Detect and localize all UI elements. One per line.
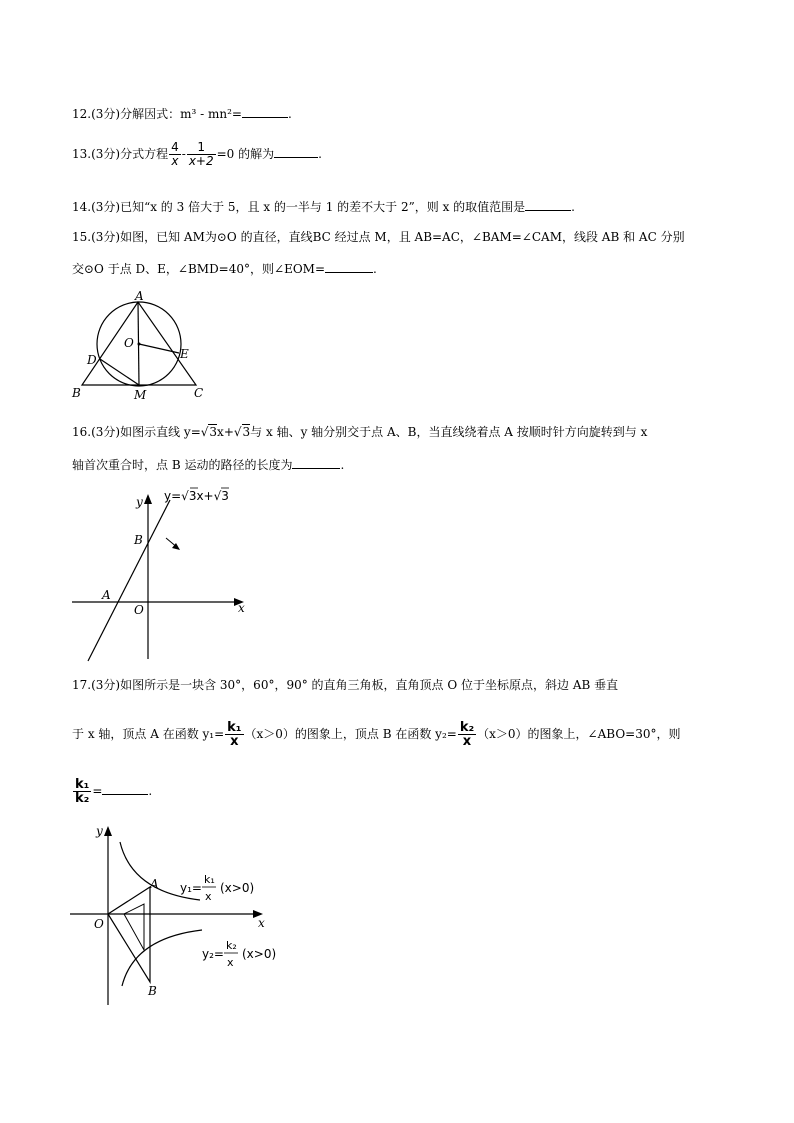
score: (3分) [91, 678, 121, 692]
label-x: x [258, 916, 265, 930]
answer-blank[interactable] [525, 199, 571, 211]
y1-label: y₁= [180, 881, 202, 895]
question-16-line2: 轴首次重合时，点 B 运动的路径的长度为 . [72, 458, 345, 472]
question-12: 12.(3分)分解因式：m³ - mn²= . [72, 107, 292, 121]
label-b: B [134, 533, 143, 547]
answer-blank[interactable] [325, 261, 373, 273]
sqrt: √3 [233, 425, 251, 439]
sqrt: √3 [200, 425, 218, 439]
answer-blank[interactable] [102, 783, 148, 795]
answer-blank[interactable] [274, 146, 318, 158]
line-ab [88, 500, 170, 661]
label-b: B [148, 984, 157, 998]
y2-denominator: x [227, 956, 234, 969]
label-m: M [134, 388, 147, 402]
label-d: D [87, 353, 97, 367]
question-text: 已知“x 的 3 倍大于 5，且 x 的一半与 1 的差不大于 2”，则 x 的取值范围是 [120, 200, 526, 214]
y-axis-arrow [104, 826, 112, 836]
question-text: 分解因式：m³ - mn²= [120, 107, 242, 121]
score: (3分) [91, 200, 121, 214]
question-number: 14. [72, 200, 92, 214]
label-x: x [238, 601, 245, 615]
y2-numerator: k₂ [226, 939, 237, 952]
score: (3分) [91, 107, 121, 121]
question-number: 15. [72, 230, 92, 244]
label-b: B [72, 386, 81, 400]
fraction: $\frac{\text{k₁}}{x}$ [227, 720, 242, 749]
question-number: 12. [72, 107, 92, 121]
score: (3分) [91, 230, 121, 244]
label-a: A [150, 877, 159, 891]
label-a: A [102, 588, 111, 602]
triangle-inner [124, 904, 144, 950]
score: (3分) [91, 425, 121, 439]
label-e: E [180, 347, 189, 361]
fraction: $\frac{1}{x+2}$ [188, 140, 214, 168]
answer-blank[interactable] [242, 106, 288, 118]
y1-denominator: x [205, 890, 212, 903]
y2-label: y₂= [202, 947, 224, 961]
question-number: 16. [72, 425, 92, 439]
question-17-line2: 于 x 轴，顶点 A 在函数 y₁= $\frac{\text{k₁}}{x}$ （x＞0）的图象上，顶点 B 在函数 y₂= $\frac{\text{k₂}}{x}$ （x＞0）的图象上，∠ABO=30°，则 [72, 720, 681, 749]
line-equation: y=√3x+√3 [164, 489, 229, 503]
label-a: A [135, 289, 144, 303]
label-o: O [94, 917, 104, 931]
segment-oe [139, 344, 179, 353]
question-13: 13.(3分)分式方程 $\frac{4}{x}$ - $\frac{1}{x+2}$ =0 的解为 . [72, 140, 322, 168]
question-14: 14.(3分)已知“x 的 3 倍大于 5，且 x 的一半与 1 的差不大于 2”，则 x 的取值范围是 . [72, 200, 575, 214]
fraction: $\frac{4}{x}$ [171, 140, 179, 168]
label-o: O [124, 336, 134, 350]
question-text: 轴首次重合时，点 B 运动的路径的长度为 [72, 458, 293, 472]
answer-blank[interactable] [292, 457, 340, 469]
center-point [138, 343, 141, 346]
question-number: 13. [72, 147, 92, 161]
y1-numerator: k₁ [204, 873, 215, 886]
question-text: 交⊙O 于点 D、E，∠BMD=40°，则∠EOM= [72, 262, 326, 276]
figure-15 [60, 285, 220, 405]
label-o: O [134, 603, 144, 617]
figure-17 [70, 820, 310, 1010]
label-y: y [136, 495, 143, 509]
question-15-line2: 交⊙O 于点 D、E，∠BMD=40°，则∠EOM= . [72, 262, 377, 276]
label-c: C [194, 386, 204, 400]
question-17-line3: $\frac{\text{k₁}}{\text{k₂}}$ = . [75, 777, 153, 806]
curve-y2 [122, 930, 202, 986]
y-axis-arrow [144, 494, 152, 504]
question-text: 如图所示是一块含 30°，60°，90° 的直角三角板，直角顶点 O 位于坐标原点，斜边 AB 垂直 [120, 678, 619, 692]
figure-16 [70, 484, 260, 664]
question-number: 17. [72, 678, 92, 692]
fraction: $\frac{\text{k₂}}{x}$ [459, 720, 475, 749]
y2-condition: (x>0) [242, 947, 277, 961]
question-15-line1 [72, 229, 685, 245]
question-17-line1 [72, 677, 618, 693]
label-y: y [96, 824, 103, 838]
question-16-line1: 16.(3分)如图示直线 y=√3x+√3与 x 轴、y 轴分别交于点 A、B，当直线绕着点 A 按顺时针方向旋转到与 x [72, 425, 648, 439]
fraction: $\frac{\text{k₁}}{\text{k₂}}$ [75, 777, 90, 806]
question-text: 如图，已知 AM为⊙O 的直径，直线BC 经过点 M，且 AB=AC，∠BAM=∠CAM，线段 AB 和 AC 分别 [120, 230, 685, 244]
y1-condition: (x>0) [220, 881, 255, 895]
score: (3分) [91, 147, 121, 161]
